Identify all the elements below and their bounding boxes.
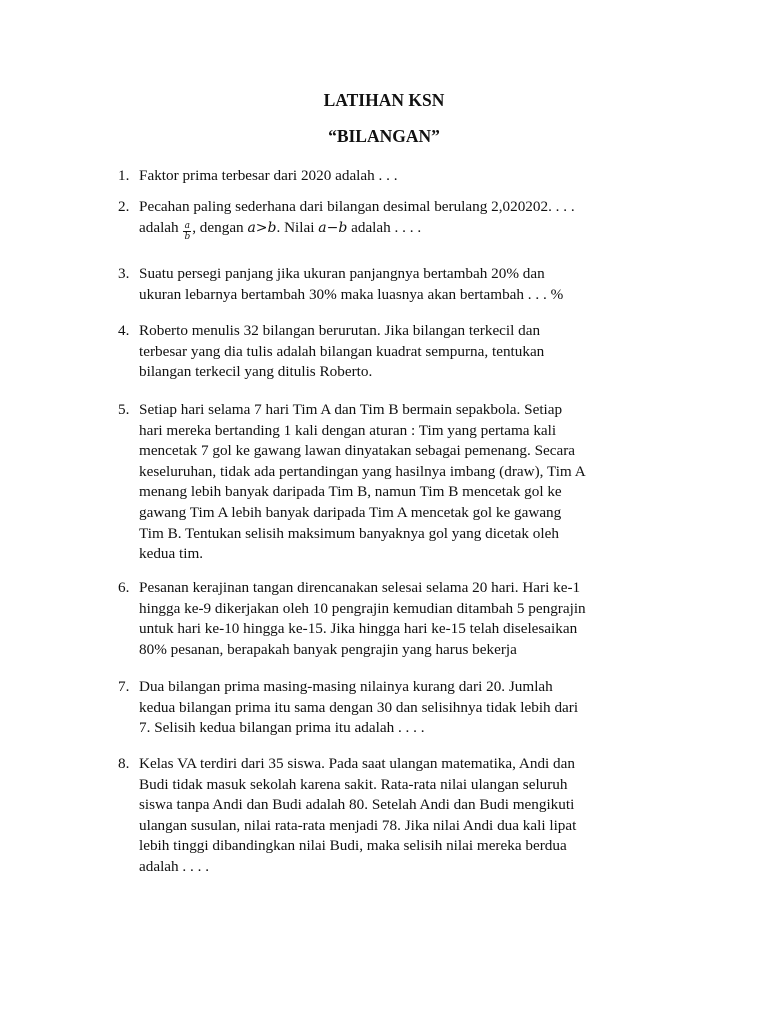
question-number: 5.	[118, 401, 130, 418]
question-text	[139, 197, 679, 242]
question-line-segment: adalah	[139, 218, 183, 236]
question-line: Setiap hari selama 7 hari Tim A dan Tim B bermain sepakbola. Setiap	[139, 401, 563, 418]
math-condition: a>b	[247, 219, 277, 236]
question-line-segment: . Nilai	[276, 218, 319, 236]
question-text	[139, 677, 679, 739]
question-line: menang lebih banyak daripada Tim B, namun Tim B mencetak gol ke	[139, 483, 562, 501]
question-number: 3.	[118, 265, 130, 282]
question-line: 7. Selisih kedua bilangan prima itu adalah . . . .	[139, 719, 425, 737]
question-line: hingga ke-9 dikerjakan oleh 10 pengrajin kemudian ditambah 5 pengrajin	[139, 599, 586, 617]
question-line: bilangan terkecil yang ditulis Roberto.	[139, 363, 373, 381]
question-number: 2.	[118, 198, 130, 215]
question-number: 1.	[118, 167, 130, 184]
fraction-numerator: a	[184, 220, 190, 231]
page-subtitle: “BILANGAN”	[328, 126, 440, 146]
question-line: Tim B. Tentukan selisih maksimum banyaknya gol yang dicetak oleh	[139, 524, 559, 542]
question-number: 4.	[118, 322, 130, 339]
question-number: 8.	[118, 755, 130, 772]
question-line: Faktor prima terbesar dari 2020 adalah . . .	[139, 167, 398, 184]
question-line: ulangan susulan, nilai rata-rata menjadi 78. Jika nilai Andi dua kali lipat	[139, 816, 577, 834]
question-line: Pesanan kerajinan tangan direncanakan selesai selama 20 hari. Hari ke-1	[139, 579, 581, 596]
question-line: lebih tinggi dibandingkan nilai Budi, maka selisih nilai mereka berdua	[139, 837, 567, 855]
question-line: hari mereka bertanding 1 kali dengan aturan : Tim yang pertama kali	[139, 421, 557, 439]
math-expression: a−b	[318, 219, 348, 236]
question-text	[139, 400, 679, 565]
question-text	[139, 166, 679, 187]
question-number: 7.	[118, 678, 130, 695]
question-line: 80% pesanan, berapakah banyak pengrajin yang harus bekerja	[139, 640, 517, 658]
question-line: siswa tanpa Andi dan Budi adalah 80. Setelah Andi dan Budi mengikuti	[139, 796, 575, 814]
question-text	[139, 264, 679, 305]
question-line-segment: , dengan	[192, 218, 248, 236]
question-text	[139, 321, 679, 383]
question-line: Suatu persegi panjang jika ukuran panjangnya bertambah 20% dan	[139, 265, 545, 282]
fraction	[183, 221, 191, 242]
question-number: 6.	[118, 579, 130, 596]
question-line: untuk hari ke-10 hingga ke-15. Jika hingga hari ke-15 telah diselesaikan	[139, 620, 578, 638]
page-title: LATIHAN KSN	[323, 90, 445, 110]
question-line: Budi tidak masuk sekolah karena sakit. Rata-rata nilai ulangan seluruh	[139, 775, 568, 793]
question-line: mencetak 7 gol ke gawang lawan dinyatakan sebagai pemenang. Secara	[139, 442, 576, 460]
question-text	[139, 754, 679, 878]
question-line: terbesar yang dia tulis adalah bilangan kuadrat sempurna, tentukan	[139, 342, 545, 360]
question-line: Roberto menulis 32 bilangan berurutan. Jika bilangan terkecil dan	[139, 322, 541, 339]
question-line: kedua tim.	[139, 545, 204, 563]
question-line: Pecahan paling sederhana dari bilangan desimal berulang 2,020202. . . .	[139, 198, 575, 215]
question-line: kedua bilangan prima itu sama dengan 30 dan selisihnya tidak lebih dari	[139, 698, 579, 716]
question-line: ukuran lebarnya bertambah 30% maka luasnya akan bertambah . . . %	[139, 285, 564, 303]
question-text	[139, 578, 679, 660]
fraction-denominator: b	[184, 231, 191, 242]
question-line-segment: adalah . . . .	[347, 218, 422, 236]
question-line: gawang Tim A lebih banyak daripada Tim A mencetak gol ke gawang	[139, 503, 562, 521]
question-line: adalah . . . .	[139, 857, 210, 875]
question-line: Kelas VA terdiri dari 35 siswa. Pada saat ulangan matematika, Andi dan	[139, 755, 575, 772]
question-line: keseluruhan, tidak ada pertandingan yang hasilnya imbang (draw), Tim A	[139, 462, 586, 480]
question-line: Dua bilangan prima masing-masing nilainya kurang dari 20. Jumlah	[139, 678, 553, 695]
question-line	[139, 218, 679, 242]
